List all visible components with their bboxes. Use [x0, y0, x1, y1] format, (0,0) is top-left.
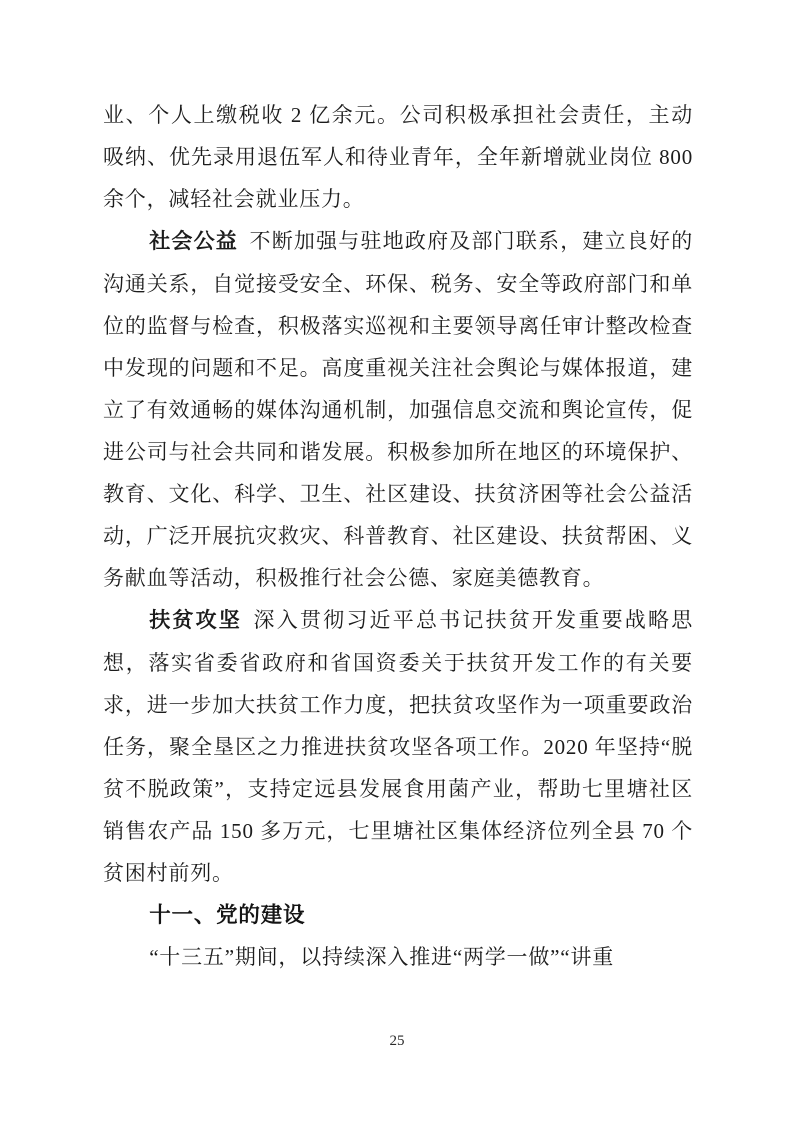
- paragraph-party-building-intro: “十三五”期间，以持续深入推进“两学一做”“讲重: [149, 945, 614, 969]
- paragraph-poverty-alleviation-text: 深入贯彻习近平总书记扶贫开发重要战略思想，落实省委省政府和省国资委关于扶贫开发工作的有关要求，进一步加大扶贫工作力度，把扶贫攻坚作为一项重要政治任务，聚全垦区之力推进扶贫攻坚各项工作。2020 年坚持“脱贫不脱政策”，支持定远县发展食用菌产业，帮助七里塘社区销售农产品 150 多万元，七里塘社区集体经济位列全县 70 个贫困村前列。: [103, 608, 693, 885]
- page-number: 25: [389, 1033, 405, 1049]
- page-body-text: [103, 94, 693, 978]
- paragraph-employment-continuation: 业、个人上缴税收 2 亿余元。公司积极承担社会责任，主动吸纳、优先录用退伍军人和待业青年，全年新增就业岗位 800 余个，减轻社会就业压力。: [103, 103, 693, 211]
- run-in-heading-social-welfare: 社会公益: [149, 230, 238, 253]
- paragraph-poverty-alleviation: [103, 599, 693, 894]
- paragraph-social-welfare: [103, 220, 693, 599]
- paragraph-social-welfare-text: 不断加强与驻地政府及部门联系，建立良好的沟通关系，自觉接受安全、环保、税务、安全等政府部门和单位的监督与检查，积极落实巡视和主要领导离任审计整改检查中发现的问题和不足。高度重视关注社会舆论与媒体报道，建立了有效通畅的媒体沟通机制，加强信息交流和舆论宣传，促进公司与社会共同和谐发展。积极参加所在地区的环境保护、教育、文化、科学、卫生、社区建设、扶贫济困等社会公益活动，广泛开展抗灾救灾、科普教育、社区建设、扶贫帮困、义务献血等活动，积极推行社会公德、家庭美德教育。: [103, 229, 693, 590]
- run-in-heading-poverty-alleviation: 扶贫攻坚: [149, 609, 242, 632]
- section-heading-party-building: 十一、党的建设: [149, 903, 306, 927]
